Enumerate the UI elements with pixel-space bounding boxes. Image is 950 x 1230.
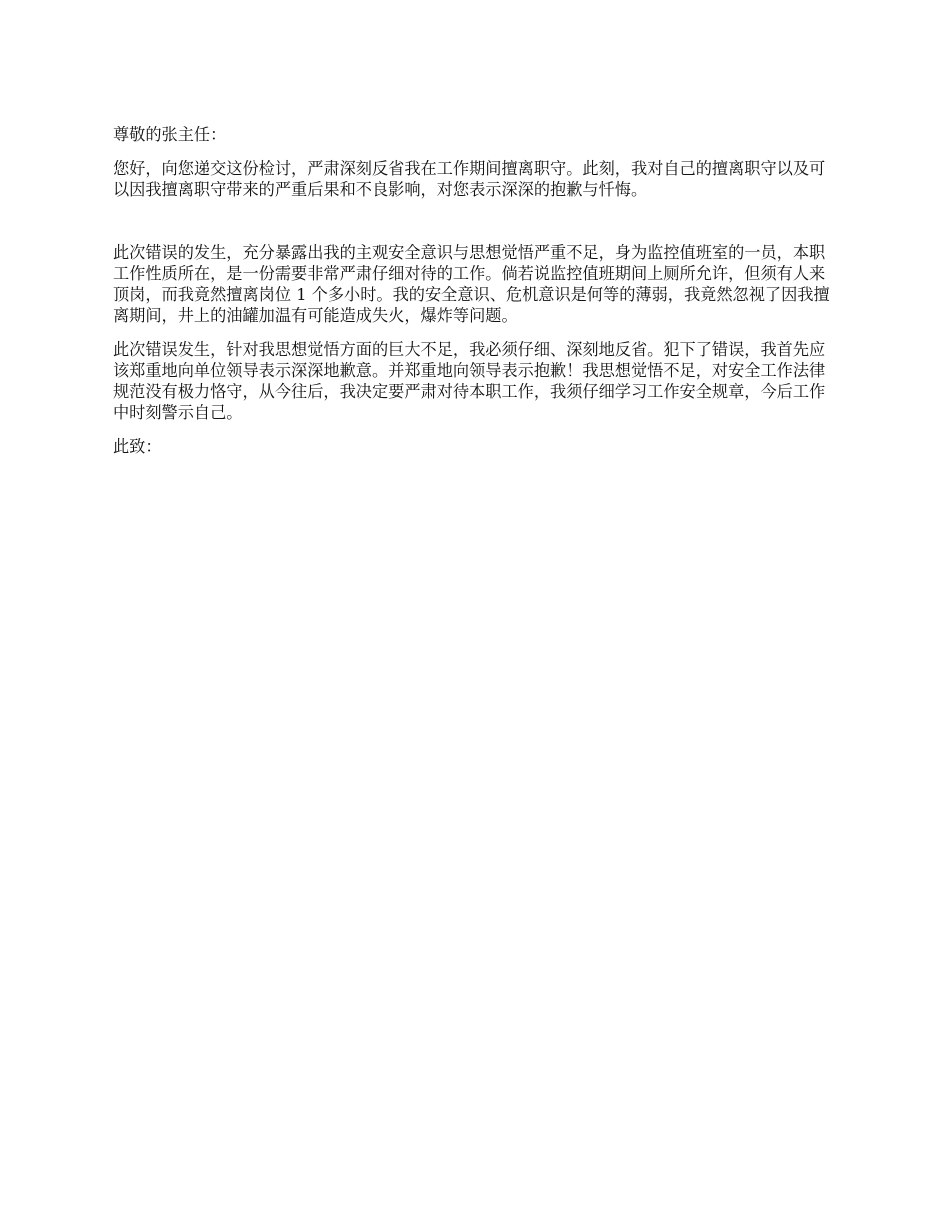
paragraph-resolution: 此次错误发生，针对我思想觉悟方面的巨大不足，我必须仔细、深刻地反省。犯下了错误，我首先应该郑重地向单位领导表示深深地歉意。并郑重地向领导表示抱歉！我思想觉悟不足，对安全工作法律规范没有极力恪守，从今往后，我决定要严肃对待本职工作，我须仔细学习工作安全规章，今后工作中时刻警示自己。 [113, 340, 826, 422]
paragraph-reflection: 此次错误的发生，充分暴露出我的主观安全意识与思想觉悟严重不足，身为监控值班室的一员，本职工作性质所在，是一份需要非常严肃仔细对待的工作。倘若说监控值班期间上厕所允许，但须有人来顶岗，而我竟然擅离岗位 1 个多小时。我的安全意识、危机意识是何等的薄弱，我竟然忽视了因我擅离期间，井上的油罐加温有可能造成失火，爆炸等问题。 [113, 243, 830, 325]
closing: 此致： [113, 437, 162, 456]
salutation: 尊敬的张主任： [113, 125, 227, 144]
paragraph-apology: 您好，向您递交这份检讨，严肃深刻反省我在工作期间擅离职守。此刻，我对自己的擅离职守以及可以因我擅离职守带来的严重后果和不良影响，对您表示深深的抱歉与忏悔。 [113, 159, 826, 199]
blank-line [113, 213, 841, 242]
document-body [113, 124, 841, 470]
